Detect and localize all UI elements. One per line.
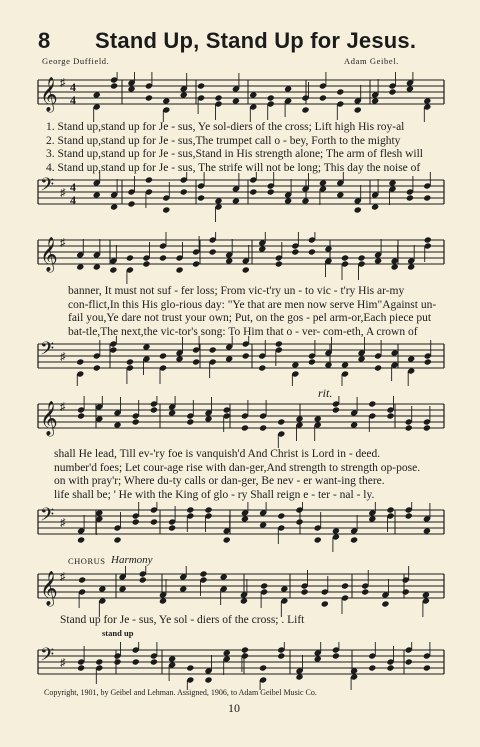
note-chord [77, 396, 85, 420]
staff-system-4-treble [0, 566, 480, 618]
note-chord [113, 642, 121, 666]
note-chord [93, 239, 101, 271]
note-chord [93, 340, 101, 372]
note-chord [259, 502, 267, 529]
note-chord [232, 173, 240, 205]
treble-clef-icon: 𝄞 [40, 401, 58, 436]
note-chord [209, 346, 217, 378]
staff-system-1-bass [0, 172, 480, 222]
verses-system-1 [46, 121, 423, 175]
note-chord [405, 502, 413, 520]
note-chord [291, 232, 299, 256]
stand-up-echo-label: stand up [102, 628, 134, 638]
note-chord [232, 73, 240, 105]
bass-clef-icon: 𝄢 [40, 645, 55, 670]
note-chord [388, 72, 396, 96]
verse-3-line: on with pray'r; Where du-ty calls or dan-ger, Be nev - er want-ing there. [54, 475, 385, 488]
verse-4-line: life shall be; ' He with the King of glo - ry Shall reign e - ter - nal - ly. [54, 488, 375, 501]
note-chord [220, 573, 228, 605]
staff-system-2-bass [0, 336, 480, 386]
note-chord [423, 642, 431, 672]
sharp-icon: ♯ [60, 77, 66, 89]
sharp-icon: ♯ [60, 657, 66, 669]
note-chord [145, 176, 153, 208]
note-chord [277, 642, 285, 660]
note-chord [78, 576, 86, 608]
note-chord [109, 336, 117, 354]
treble-clef-icon: 𝄞 [40, 571, 58, 606]
note-chord [126, 358, 134, 384]
verse-1-line: shall He lead, Till ev-'ry foe is vanquish'd And Christ is Lord in - deed. [54, 448, 381, 460]
page-number: 10 [228, 701, 240, 715]
sharp-icon: ♯ [60, 571, 66, 583]
note-chord [280, 585, 288, 617]
note-chord [225, 336, 233, 363]
note-chord [291, 361, 299, 386]
note-chord [126, 254, 134, 284]
treble-clef-icon: 𝄞 [40, 77, 58, 112]
verse-2-line: number'd foes; Let cour-age rise with dan-ger,And strength to strength op-pose. [54, 461, 421, 474]
staff-lines [38, 240, 444, 264]
note-chord [113, 397, 121, 429]
note-chord [319, 72, 327, 102]
sharp-icon: ♯ [60, 351, 66, 363]
ritardando-marking: rit. [318, 386, 333, 400]
sharp-icon: ♯ [60, 517, 66, 529]
note-chord [168, 396, 176, 417]
note-chord [159, 352, 167, 384]
verse-1-line: banner, It must not suf - fer loss; From vic-t'ry un - to vic - t'ry His ar-my [68, 285, 405, 297]
note-chord [145, 72, 153, 102]
note-chord [350, 397, 358, 429]
sharp-icon: ♯ [60, 187, 66, 199]
verse-3-line: fail you,Ye dare not trust your own; Put, on the gos - pel arm-or,Each piece put [68, 312, 432, 325]
note-chord [76, 239, 84, 271]
note-chord [341, 582, 349, 614]
note-chord [162, 182, 170, 214]
note-chord [350, 667, 358, 690]
staff-system-4-bass [0, 642, 480, 690]
note-chord [241, 400, 249, 432]
bass-clef-icon: 𝄢 [40, 175, 55, 200]
note-chord [423, 503, 431, 535]
lyricist-credit: George Duffield. [42, 56, 110, 66]
note-chord [204, 655, 212, 684]
note-chord [132, 642, 140, 666]
note-chord [354, 185, 362, 214]
note-chord [150, 502, 158, 526]
note-chord [223, 515, 231, 544]
bass-clef-icon: 𝄢 [40, 505, 55, 530]
note-chord [76, 358, 84, 386]
verses-system-2 [68, 285, 436, 339]
note-chord [321, 576, 329, 608]
verse-2-line: con-flict,In this His glo-rious day: "Ye that are men now serve Him"Against un- [68, 298, 437, 311]
note-chord [301, 173, 309, 205]
staff-system-1-treble [0, 72, 480, 122]
chorus-lyrics: Stand up for Je - sus, Ye sol - diers of the cross; . Lift [60, 614, 305, 626]
note-chord [267, 94, 275, 120]
verse-4-line: 4. Stand up,stand up for Je - sus, The strife will not be long; This day the noise of [46, 161, 421, 174]
note-chord [192, 336, 200, 366]
staff-system-3-bass [0, 502, 480, 552]
note-chord [314, 642, 322, 663]
note-chord [260, 582, 268, 608]
note-chord [258, 232, 266, 253]
note-chord [127, 176, 135, 208]
note-chord [242, 336, 250, 360]
note-chord [336, 172, 344, 199]
note-chord [386, 396, 394, 420]
note-chord [407, 355, 415, 386]
composer-credit: Adam Geibel. [344, 56, 399, 66]
note-chord [259, 664, 267, 690]
time-signature-bottom: 4 [70, 193, 76, 207]
note-chord [391, 349, 399, 381]
note-chord [241, 502, 249, 523]
note-chord [368, 642, 376, 672]
note-chord [422, 591, 430, 617]
note-chord [350, 515, 358, 544]
note-chord [324, 337, 332, 369]
verse-4-line: bat-tle,The next,the vic-tor's song: To Him that o - ver- com-eth, A crown of [68, 325, 418, 338]
note-chord [162, 97, 170, 122]
time-signature-top: 4 [70, 80, 76, 94]
note-chord [159, 232, 167, 262]
note-chord [423, 172, 431, 202]
time-signature-bottom: 4 [70, 93, 76, 107]
bass-clef-icon: 𝄢 [40, 339, 55, 364]
note-chord [142, 343, 150, 375]
note-chord [324, 245, 332, 277]
note-chord [402, 566, 410, 596]
harmony-label: Harmony [111, 554, 153, 566]
note-chord [209, 232, 217, 256]
note-chord [192, 236, 200, 268]
note-chord [179, 566, 187, 593]
note-chord [175, 242, 183, 274]
note-chord [341, 361, 349, 386]
note-chord [132, 502, 140, 526]
note-chord [214, 94, 222, 120]
note-chord [332, 396, 340, 414]
note-chord [357, 254, 365, 280]
note-chord [332, 642, 340, 660]
chorus-label: CHORUS [68, 556, 106, 566]
note-chord [93, 172, 101, 199]
note-chord [336, 88, 344, 120]
note-chord [214, 197, 222, 222]
note-chord [113, 512, 121, 544]
note-chord [277, 512, 285, 544]
verse-3-line: 3. Stand up,stand up for Je - sus,Stand in His strength alone; The arm of flesh will [46, 148, 424, 161]
treble-clef-icon: 𝄞 [40, 237, 58, 272]
note-chord [381, 579, 389, 608]
note-chord [368, 400, 376, 432]
hymn-number: 8 [38, 28, 51, 53]
note-chord [406, 72, 414, 93]
note-chord [197, 82, 205, 114]
note-chord [277, 418, 285, 448]
note-chord [139, 566, 147, 584]
note-chord [423, 97, 431, 122]
note-chord [186, 664, 194, 690]
note-chord [118, 566, 126, 593]
time-signature-top: 4 [70, 180, 76, 194]
note-chord [127, 72, 135, 93]
note-chord [98, 585, 106, 617]
note-chord [371, 179, 379, 211]
hymn-title: Stand Up, Stand Up for Jesus. [95, 28, 417, 53]
staff-lines [38, 80, 444, 104]
staff-system-2-treble [0, 232, 480, 284]
note-chord [259, 400, 267, 432]
note-chord [314, 512, 322, 544]
staff-system-3-treble [0, 396, 480, 448]
note-chord [249, 172, 257, 196]
note-chord [150, 642, 158, 666]
note-chord [258, 340, 266, 372]
note-chord [77, 515, 85, 544]
note-chord [180, 172, 188, 196]
note-chord [308, 232, 316, 256]
note-chord [249, 91, 257, 122]
note-chord [341, 254, 349, 280]
note-chord [197, 172, 205, 202]
sharp-icon: ♯ [60, 401, 66, 413]
note-chord [405, 642, 413, 666]
note-chord [354, 85, 362, 114]
note-chord [374, 340, 382, 372]
note-chord [368, 502, 376, 523]
note-chord [150, 396, 158, 414]
copyright-notice: Copyright, 1901, by Geibel and Lehman. Assigned, 1906, to Adam Geibel Music Co. [44, 688, 317, 697]
verses-system-3 [54, 448, 420, 502]
verse-1-line: 1. Stand up,stand up for Je - sus, Ye sol-diers of the cross; Lift high His roy-al [46, 121, 405, 133]
note-chord [242, 245, 250, 274]
note-chord [332, 527, 340, 552]
sharp-icon: ♯ [60, 237, 66, 249]
note-chord [267, 172, 275, 196]
note-chord [95, 658, 103, 684]
note-chord [93, 91, 101, 122]
note-chord [284, 85, 292, 117]
note-chord [109, 245, 117, 274]
note-chord [110, 72, 118, 90]
verse-2-line: 2. Stand up,stand up for Je - sus,The trumpet call o - bey, Forth to the mighty [46, 134, 401, 147]
note-chord [110, 179, 118, 211]
